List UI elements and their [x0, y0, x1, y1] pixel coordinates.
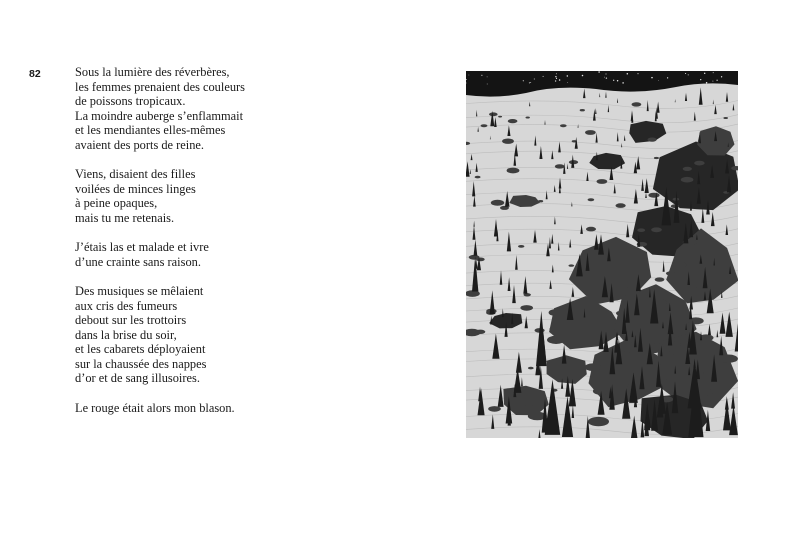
small-rock — [668, 351, 676, 355]
small-rock — [683, 167, 692, 171]
star — [559, 79, 561, 81]
small-rock — [719, 355, 738, 363]
small-rock — [698, 389, 713, 396]
star — [658, 80, 659, 81]
poem-line: debout sur les trottoirs — [75, 313, 187, 328]
small-rock — [723, 117, 728, 119]
star — [534, 79, 535, 80]
poem-line: et les cabarets déployaient — [75, 342, 206, 357]
small-rock — [508, 119, 518, 123]
poem-line: Viens, disaient des filles — [75, 167, 196, 182]
star — [685, 73, 686, 74]
star — [543, 76, 544, 77]
small-rock — [655, 277, 665, 281]
small-rock — [597, 179, 608, 184]
small-rock — [651, 227, 662, 232]
small-rock — [547, 336, 565, 344]
stanza-3 — [75, 240, 355, 269]
star — [606, 77, 607, 78]
small-rock — [498, 116, 502, 118]
star — [613, 80, 614, 81]
small-rock — [593, 387, 610, 395]
star — [622, 82, 624, 84]
small-rock — [489, 112, 498, 116]
landscape-illustration — [466, 71, 738, 438]
poem-line: Le rouge était alors mon blason. — [75, 400, 235, 415]
small-rock — [520, 305, 533, 311]
small-rock — [475, 176, 481, 179]
small-rock — [569, 264, 575, 266]
stanza-4 — [75, 284, 355, 386]
small-rock — [672, 262, 687, 269]
small-rock — [722, 363, 729, 366]
poem-line: J’étais las et malade et ivre — [75, 240, 209, 255]
star — [706, 82, 707, 83]
small-rock — [580, 109, 585, 111]
star — [556, 78, 557, 79]
poem-line: dans la brise du soir, — [75, 327, 177, 342]
poem-line: d’or et de sang illusoires. — [75, 371, 200, 386]
small-rock — [560, 124, 567, 127]
poem-line: aux cris des fumeurs — [75, 298, 178, 313]
small-rock — [476, 258, 485, 262]
poem-line: et les mendiantes elles-mêmes — [75, 123, 226, 138]
small-rock — [550, 325, 567, 333]
star — [523, 80, 524, 81]
star — [716, 80, 717, 81]
star — [530, 82, 531, 83]
poem-line: à peine opaques, — [75, 196, 158, 211]
small-rock — [586, 227, 596, 232]
small-rock — [488, 406, 501, 412]
poem-line: La moindre auberge s’enflammait — [75, 108, 244, 123]
stanza-5 — [75, 401, 355, 416]
small-rock — [666, 271, 675, 275]
small-rock — [555, 164, 565, 168]
small-rock — [648, 193, 659, 198]
star — [667, 77, 668, 78]
small-rock — [475, 330, 485, 334]
poem-line: mais tu me retenais. — [75, 210, 175, 225]
star — [487, 77, 488, 78]
small-rock — [616, 203, 626, 208]
small-rock — [526, 117, 530, 119]
star — [466, 79, 467, 80]
star — [487, 84, 488, 85]
star — [721, 76, 722, 77]
small-rock — [528, 367, 534, 370]
small-rock — [637, 228, 645, 232]
star — [556, 73, 557, 74]
star — [555, 80, 556, 81]
small-rock — [491, 200, 504, 206]
small-rock — [585, 363, 602, 371]
stanza-1 — [75, 65, 355, 153]
poem-line: d’une crainte sans raison. — [75, 254, 201, 269]
small-rock — [624, 351, 630, 354]
star — [567, 75, 568, 76]
landscape-illustration-svg — [466, 71, 738, 438]
poem — [75, 65, 355, 430]
small-rock — [481, 124, 488, 127]
star — [627, 73, 629, 75]
star — [582, 75, 584, 77]
poem-line: Des musiques se mêlaient — [75, 283, 204, 298]
small-rock — [585, 130, 596, 135]
small-rock — [518, 245, 524, 248]
star — [529, 82, 530, 83]
small-rock — [588, 417, 609, 426]
small-rock — [538, 200, 543, 202]
poem-line: Sous la lumière des réverbères, — [75, 65, 230, 79]
page-number: 82 — [29, 68, 41, 80]
star — [604, 77, 605, 78]
small-rock — [674, 318, 689, 325]
poem-line: sur la chaussée des nappes — [75, 356, 207, 371]
star — [712, 81, 713, 82]
star — [700, 79, 701, 80]
star — [598, 71, 600, 73]
star — [469, 75, 470, 76]
poem-line: de poissons tropicaux. — [75, 94, 186, 109]
small-rock — [507, 168, 512, 170]
star — [567, 82, 568, 83]
poem-line: les femmes prenaient des couleurs — [75, 79, 245, 94]
stanza-2 — [75, 167, 355, 225]
small-rock — [681, 177, 694, 183]
small-rock — [520, 398, 538, 406]
star — [713, 72, 714, 73]
small-rock — [694, 161, 704, 166]
star — [704, 73, 705, 74]
poem-line: avaient des ports de reine. — [75, 137, 205, 152]
star — [651, 77, 653, 79]
small-rock — [654, 157, 659, 159]
small-rock — [502, 139, 514, 144]
star — [606, 74, 607, 75]
small-rock — [588, 198, 595, 201]
star — [555, 76, 556, 77]
star — [481, 75, 482, 76]
star — [688, 74, 689, 75]
star — [637, 73, 638, 74]
small-rock — [549, 309, 565, 316]
poem-line: voilées de minces linges — [75, 181, 196, 196]
small-rock — [648, 138, 657, 142]
small-rock — [624, 291, 638, 297]
star — [617, 80, 618, 81]
small-rock — [632, 102, 642, 106]
